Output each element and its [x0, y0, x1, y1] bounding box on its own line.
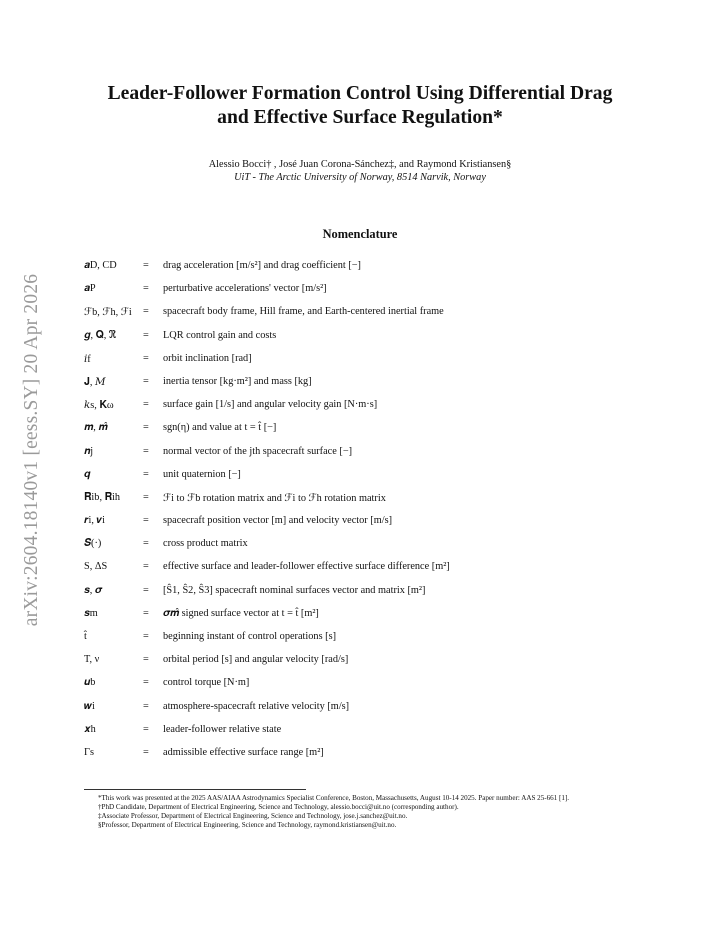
nomenclature-row — [84, 399, 644, 422]
nomenclature-definition: admissible effective surface range [m²] — [163, 746, 324, 758]
nomenclature-row — [84, 469, 644, 492]
nomenclature-symbol: t̂ — [84, 631, 87, 642]
paper-title — [90, 82, 630, 130]
nomenclature-symbol: S, ΔS — [84, 561, 108, 573]
nomenclature-equals: = — [143, 260, 149, 271]
nomenclature-row — [84, 353, 644, 376]
title-line-2: and Effective Surface Regulation* — [217, 107, 503, 128]
nomenclature-definition: unit quaternion [−] — [163, 468, 241, 480]
nomenclature-row — [84, 306, 644, 329]
nomenclature-equals: = — [143, 723, 149, 735]
nomenclature-symbol: 𝑖f — [84, 353, 91, 365]
arxiv-sidebar-stamp — [12, 250, 52, 650]
nomenclature-symbol: 𝒈, 𝐐, ℜ — [84, 329, 117, 341]
nomenclature-symbol: 𝒖b — [84, 677, 96, 689]
nomenclature-equals: = — [143, 654, 149, 666]
nomenclature-row — [84, 724, 644, 747]
nomenclature-definition: ℱi to ℱb rotation matrix and ℱi to ℱh rotation matrix — [163, 492, 386, 504]
nomenclature-equals: = — [143, 561, 149, 573]
footnote: *This work was presented at the 2025 AAS/AIAA Astrodynamics Specialist Conference, Boston, Massachusetts, August 10-14 2025. Paper number: AAS 25-661 [1]. — [98, 794, 570, 802]
nomenclature-equals: = — [143, 491, 149, 503]
footnote: §Professor, Department of Electrical Engineering, Science and Technology, raymond.kristiansen@uit.no. — [98, 821, 397, 829]
nomenclature-row — [84, 515, 644, 538]
nomenclature-symbol: T, ν — [84, 654, 100, 666]
nomenclature-equals: = — [143, 584, 149, 596]
author-affiliation: UiT - The Arctic University of Norway, 8514 Narvik, Norway — [234, 172, 486, 183]
nomenclature-definition: surface gain [1/s] and angular velocity gain [N·m·s] — [163, 399, 378, 411]
nomenclature-definition: orbit inclination [rad] — [163, 352, 252, 364]
nomenclature-definition: atmosphere-spacecraft relative velocity [m/s] — [163, 700, 350, 712]
author-block — [90, 158, 630, 184]
nomenclature-equals: = — [143, 631, 149, 642]
nomenclature-definition: cross product matrix — [163, 538, 248, 550]
nomenclature-symbol: 𝒓i, 𝒗i — [84, 515, 105, 527]
nomenclature-definition: normal vector of the jth spacecraft surface [−] — [163, 445, 353, 457]
nomenclature-symbol: 𝒂D, CD — [84, 260, 117, 271]
nomenclature-definition: drag acceleration [m/s²] and drag coefficient [−] — [163, 260, 361, 271]
nomenclature-equals: = — [143, 306, 149, 318]
nomenclature-symbol: 𝒔m — [84, 607, 98, 619]
nomenclature-symbol: Γs — [84, 746, 94, 758]
nomenclature-symbol: 𝐑ib, 𝐑ih — [84, 491, 121, 503]
footnotes — [84, 794, 640, 830]
nomenclature-equals: = — [143, 283, 149, 295]
nomenclature-heading: Nomenclature — [322, 227, 398, 241]
nomenclature-definition: spacecraft position vector [m] and velocity vector [m/s] — [163, 515, 393, 527]
nomenclature-definition: 𝝈𝒎̂ signed surface vector at t = t̂ [m²] — [163, 607, 319, 619]
title-line-1: Leader-Follower Formation Control Using Differential Drag — [107, 83, 613, 104]
nomenclature-symbol: 𝒙h — [84, 723, 96, 735]
nomenclature-symbol: 𝒘i — [84, 700, 95, 712]
nomenclature-row — [84, 677, 644, 700]
nomenclature-symbol: 𝐉, 𝑀 — [84, 376, 106, 388]
nomenclature-definition: leader-follower relative state — [163, 723, 282, 735]
author-names: Alessio Bocci† , José Juan Corona-Sánchez‡, and Raymond Kristiansen§ — [208, 159, 512, 170]
nomenclature-equals: = — [143, 329, 149, 341]
nomenclature-equals: = — [143, 422, 149, 434]
nomenclature-row — [84, 492, 644, 515]
nomenclature-equals: = — [143, 538, 149, 550]
nomenclature-definition: sgn(η) and value at t = t̂ [−] — [163, 422, 277, 434]
nomenclature-equals: = — [143, 607, 149, 619]
nomenclature-symbol: 𝑘s, 𝐊ω — [84, 400, 114, 412]
nomenclature-row — [84, 701, 644, 724]
nomenclature-equals: = — [143, 399, 149, 411]
nomenclature-row — [84, 747, 644, 770]
nomenclature-row — [84, 538, 644, 561]
nomenclature-row — [84, 376, 644, 399]
nomenclature-symbol: 𝒔, 𝝈 — [84, 584, 102, 596]
nomenclature-equals: = — [143, 700, 149, 712]
nomenclature-definition: orbital period [s] and angular velocity [rad/s] — [163, 654, 349, 666]
nomenclature-symbol: 𝒂P — [84, 283, 96, 295]
footnote: †PhD Candidate, Department of Electrical Engineering, Science and Technology, alessio.bocci@uit.no (corresponding author). — [98, 803, 459, 811]
nomenclature-definition: effective surface and leader-follower effective surface difference [m²] — [163, 561, 450, 573]
nomenclature-symbol: 𝑺(·) — [84, 538, 102, 550]
nomenclature-row — [84, 631, 644, 654]
nomenclature-definition: beginning instant of control operations [s] — [163, 631, 337, 642]
nomenclature-row — [84, 585, 644, 608]
nomenclature-definition: [Ŝ1, Ŝ2, Ŝ3] spacecraft nominal surfaces vector and matrix [m²] — [163, 584, 426, 596]
nomenclature-equals: = — [143, 352, 149, 364]
nomenclature-row — [84, 654, 644, 677]
footnote-rule — [84, 789, 306, 790]
arxiv-identifier: arXiv:2604.18140v1 [eess.SY] 20 Apr 2026 — [21, 273, 42, 627]
nomenclature-equals: = — [143, 468, 149, 480]
nomenclature-row — [84, 608, 644, 631]
nomenclature-symbol: 𝒎, 𝒎̂ — [84, 422, 108, 434]
nomenclature-row — [84, 422, 644, 445]
nomenclature-equals: = — [143, 445, 149, 457]
nomenclature-definition: LQR control gain and costs — [163, 329, 277, 341]
nomenclature-row — [84, 330, 644, 353]
nomenclature-list — [84, 260, 644, 770]
nomenclature-definition: inertia tensor [kg·m²] and mass [kg] — [163, 375, 312, 387]
nomenclature-definition: perturbative accelerations' vector [m/s²] — [163, 283, 327, 295]
footnote: ‡Associate Professor, Department of Electrical Engineering, Science and Technology, jose.j.sanchez@uit.no. — [98, 812, 408, 820]
nomenclature-row — [84, 260, 644, 283]
nomenclature-equals: = — [143, 515, 149, 527]
nomenclature-equals: = — [143, 677, 149, 689]
nomenclature-row — [84, 283, 644, 306]
nomenclature-definition: control torque [N·m] — [163, 677, 250, 689]
nomenclature-symbol: 𝒏j — [84, 445, 94, 457]
nomenclature-equals: = — [143, 746, 149, 758]
nomenclature-equals: = — [143, 375, 149, 387]
nomenclature-definition: spacecraft body frame, Hill frame, and Earth-centered inertial frame — [163, 306, 444, 318]
nomenclature-symbol: ℱb, ℱh, ℱi — [84, 307, 132, 319]
nomenclature-symbol: 𝒒 — [84, 468, 91, 480]
nomenclature-row — [84, 446, 644, 469]
nomenclature-row — [84, 561, 644, 584]
